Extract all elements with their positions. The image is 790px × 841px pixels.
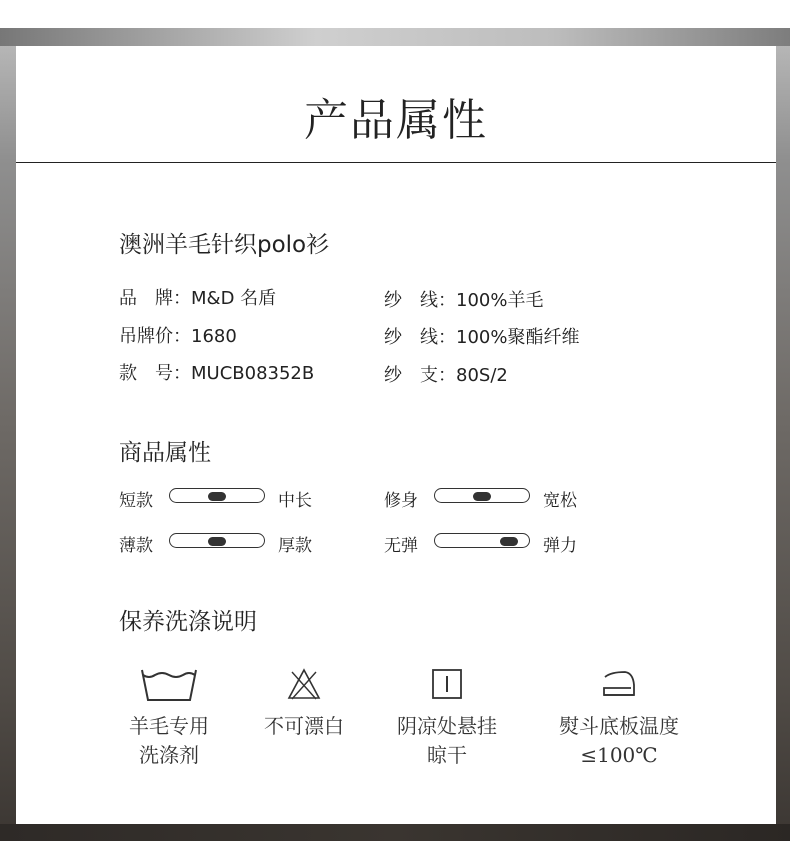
attributes-heading: 商品属性 <box>119 440 211 466</box>
product-attributes-panel <box>16 46 776 824</box>
attribute-slider-track <box>434 488 530 503</box>
spec-yarn-count <box>384 361 508 387</box>
spec-separator: ： <box>173 326 191 347</box>
spec-label: 品 牌 <box>119 288 173 309</box>
spec-tag-price <box>119 322 237 348</box>
attribute-right-label: 中长 <box>278 491 312 511</box>
attribute-slider-knob <box>473 492 491 501</box>
no-bleach-icon <box>229 664 379 704</box>
spec-value: 100%羊毛 <box>456 290 544 311</box>
bottom-frame <box>0 824 790 841</box>
attribute-slider-track <box>169 488 265 503</box>
attribute-right-label: 宽松 <box>543 491 577 511</box>
spec-value: 1680 <box>191 326 237 347</box>
care-item-bleach <box>229 664 379 741</box>
attribute-elasticity <box>384 531 634 556</box>
attribute-left-label: 无弹 <box>384 536 418 556</box>
spec-separator: ： <box>438 327 456 348</box>
spec-style-number <box>119 359 314 385</box>
spec-value: 80S/2 <box>456 365 508 386</box>
care-caption-line1: 熨斗底板温度 <box>559 714 679 738</box>
attribute-left-label: 薄款 <box>119 536 153 556</box>
attribute-thickness <box>119 531 369 556</box>
care-caption-line1: 不可漂白 <box>264 714 344 738</box>
page-title: 产品属性 <box>304 95 488 146</box>
wash-basin-icon <box>94 664 244 704</box>
attribute-right-label: 厚款 <box>278 536 312 556</box>
frame-top <box>0 28 790 46</box>
spec-separator: ： <box>173 363 191 384</box>
spec-label: 纱 线 <box>384 327 438 348</box>
care-heading: 保养洗涤说明 <box>119 609 257 635</box>
iron-icon <box>544 664 694 704</box>
attribute-left-label: 短款 <box>119 491 153 511</box>
attribute-fit <box>384 486 634 511</box>
care-item-wash <box>94 664 244 770</box>
spec-yarn-1 <box>384 286 543 312</box>
spec-value: MUCB08352B <box>191 363 315 384</box>
spec-label: 纱 支 <box>384 365 438 386</box>
attribute-length <box>119 486 369 511</box>
care-caption-line2: 洗涤剂 <box>139 743 199 767</box>
spec-separator: ： <box>173 288 191 309</box>
care-item-dry <box>372 664 522 770</box>
spec-label: 吊牌价 <box>119 326 173 347</box>
spec-separator: ： <box>438 290 456 311</box>
care-item-iron <box>544 664 694 770</box>
attribute-slider-knob <box>208 537 226 546</box>
care-caption-line2: 晾干 <box>427 743 467 767</box>
care-caption-line1: 阴凉处悬挂 <box>397 714 497 738</box>
line-dry-shade-icon <box>372 664 522 704</box>
care-caption-line1: 羊毛专用 <box>129 714 209 738</box>
attribute-slider-knob <box>500 537 518 546</box>
spec-label: 款 号 <box>119 363 173 384</box>
attribute-slider-knob <box>208 492 226 501</box>
spec-value: 100%聚酯纤维 <box>456 327 580 348</box>
attribute-right-label: 弹力 <box>543 536 577 556</box>
spec-value: M&D 名盾 <box>191 288 277 309</box>
title-divider <box>16 162 776 163</box>
care-caption-line2: ≤100℃ <box>580 743 658 767</box>
spec-separator: ： <box>438 365 456 386</box>
spec-brand <box>119 284 276 310</box>
spec-yarn-2 <box>384 323 579 349</box>
product-name: 澳洲羊毛针织polo衫 <box>119 232 330 258</box>
attribute-left-label: 修身 <box>384 491 418 511</box>
attribute-slider-track <box>434 533 530 548</box>
attribute-slider-track <box>169 533 265 548</box>
spec-label: 纱 线 <box>384 290 438 311</box>
